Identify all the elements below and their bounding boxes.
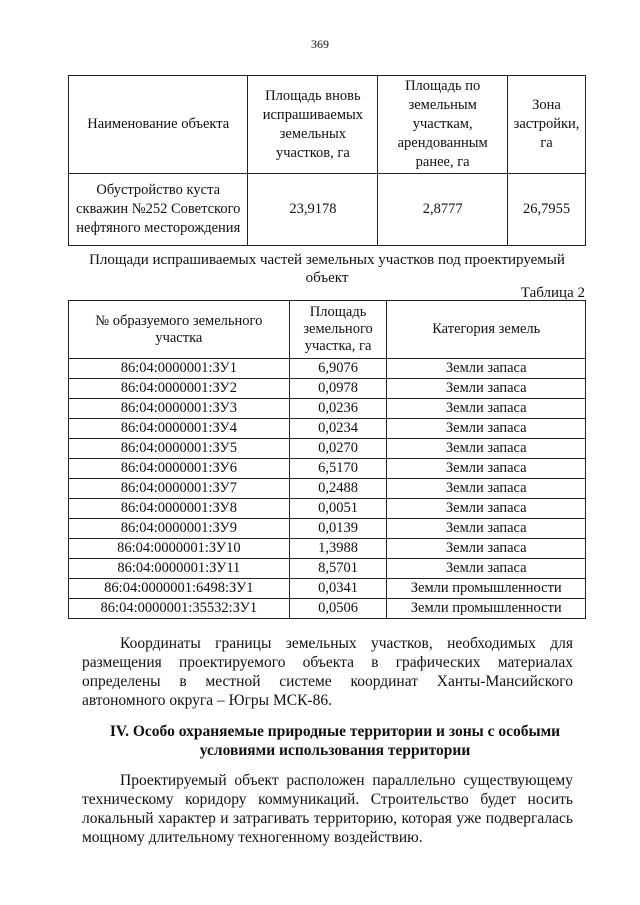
parcel-header-row [69, 301, 586, 359]
land-category-cell: Земли запаса [387, 519, 586, 539]
table-row [69, 419, 586, 439]
summary-row [69, 174, 586, 246]
parcel-number-cell: 86:04:0000001:ЗУ9 [69, 519, 290, 539]
parcel-number-cell: 86:04:0000001:ЗУ3 [69, 399, 290, 419]
section-heading: IV. Особо охраняемые природные территории и зоны с особыми условиями использования территории [109, 723, 561, 759]
parcel-table [68, 300, 586, 619]
table-row [69, 599, 586, 619]
table-row [69, 399, 586, 419]
paragraph-text: Координаты границы земельных участков, необходимых для размещения проектируемого объекта в графических материалах определены в местной системе координат Ханты-Мансийского автономного округа – Югры МСК-86. [82, 635, 573, 709]
coordinates-paragraph [82, 634, 573, 710]
table-row [69, 379, 586, 399]
parcel-area-cell: 0,0139 [289, 519, 387, 539]
table-row [69, 459, 586, 479]
parcel-number-cell: 86:04:0000001:ЗУ4 [69, 419, 290, 439]
land-category-cell: Земли запаса [387, 419, 586, 439]
parcel-area-cell: 0,0234 [289, 419, 387, 439]
parcel-area-cell: 0,0506 [289, 599, 387, 619]
land-category-cell: Земли запаса [387, 459, 586, 479]
parcel-area-cell: 0,0978 [289, 379, 387, 399]
parcel-number-cell: 86:04:0000001:ЗУ6 [69, 459, 290, 479]
summary-cell-build-zone: 26,7955 [508, 174, 586, 246]
summary-table [68, 75, 586, 246]
summary-header-cell: Площадь по земельным участкам, арендованным ранее, га [378, 76, 508, 174]
parcel-area-cell: 6,5170 [289, 459, 387, 479]
parcel-number-cell: 86:04:0000001:ЗУ7 [69, 479, 290, 499]
land-category-cell: Земли запаса [387, 499, 586, 519]
summary-cell-object: Обустройство куста скважин №252 Советского нефтяного месторождения [69, 174, 248, 246]
summary-cell-new-area: 23,9178 [248, 174, 378, 246]
land-category-cell: Земли запаса [387, 539, 586, 559]
parcel-area-cell: 0,0341 [289, 579, 387, 599]
project-paragraph [82, 771, 573, 847]
parcel-number-cell: 86:04:0000001:ЗУ11 [69, 559, 290, 579]
parcel-header-cell: № образуемого земельного участка [69, 301, 290, 359]
table-row [69, 559, 586, 579]
table-row [69, 499, 586, 519]
summary-header-row [69, 76, 586, 174]
table-row [69, 479, 586, 499]
parcel-area-cell: 0,0270 [289, 439, 387, 459]
summary-cell-leased-area: 2,8777 [378, 174, 508, 246]
table-row [69, 579, 586, 599]
parcel-header-cell: Площадь земельного участка, га [289, 301, 387, 359]
paragraph-text: Проектируемый объект расположен параллельно существующему техническому коридору коммуникаций. Строительство будет носить локальный характер и затрагивать территорию, которая уже подвергалась мощному длительному техногенному воздействию. [82, 772, 573, 846]
table-row [69, 519, 586, 539]
table-caption: Площади испрашиваемых частей земельных участков под проектируемый объект [89, 252, 565, 286]
land-category-cell: Земли запаса [387, 359, 586, 379]
table-label: Таблица 2 [520, 285, 585, 301]
table-row [69, 539, 586, 559]
parcel-number-cell: 86:04:0000001:6498:ЗУ1 [69, 579, 290, 599]
land-category-cell: Земли промышленности [387, 579, 586, 599]
land-category-cell: Земли запаса [387, 439, 586, 459]
land-category-cell: Земли запаса [387, 379, 586, 399]
land-category-cell: Земли промышленности [387, 599, 586, 619]
land-category-cell: Земли запаса [387, 399, 586, 419]
parcel-area-cell: 0,0051 [289, 499, 387, 519]
parcel-header-cell: Категория земель [387, 301, 586, 359]
parcel-area-cell: 6,9076 [289, 359, 387, 379]
parcel-number-cell: 86:04:0000001:ЗУ1 [69, 359, 290, 379]
summary-header-cell: Площадь вновь испрашиваемых земельных участков, га [248, 76, 378, 174]
parcel-area-cell: 1,3988 [289, 539, 387, 559]
parcel-number-cell: 86:04:0000001:ЗУ2 [69, 379, 290, 399]
summary-header-cell: Зона застройки, га [508, 76, 586, 174]
table-row [69, 359, 586, 379]
parcel-area-cell: 0,0236 [289, 399, 387, 419]
parcel-area-cell: 0,2488 [289, 479, 387, 499]
page-number: 369 [311, 37, 329, 51]
summary-header-cell: Наименование объекта [69, 76, 248, 174]
table-row [69, 439, 586, 459]
parcel-area-cell: 8,5701 [289, 559, 387, 579]
land-category-cell: Земли запаса [387, 479, 586, 499]
parcel-number-cell: 86:04:0000001:35532:ЗУ1 [69, 599, 290, 619]
parcel-table-body [69, 359, 586, 619]
parcel-number-cell: 86:04:0000001:ЗУ5 [69, 439, 290, 459]
parcel-number-cell: 86:04:0000001:ЗУ10 [69, 539, 290, 559]
land-category-cell: Земли запаса [387, 559, 586, 579]
parcel-number-cell: 86:04:0000001:ЗУ8 [69, 499, 290, 519]
